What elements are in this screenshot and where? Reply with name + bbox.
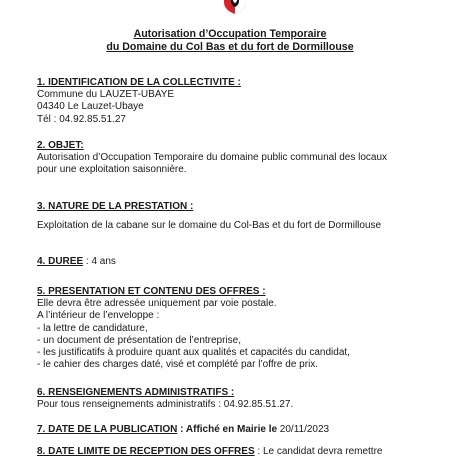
commune-crest-icon [222,0,248,14]
section-identification [37,77,452,126]
section-heading: 6. RENSEIGNEMENTS ADMINISTRATIFS : [37,387,235,398]
section-heading: 4. DUREE [37,256,84,267]
section-heading: 2. OBJET: [37,140,84,151]
section-date-limite [37,446,452,458]
section-nature [37,201,452,232]
presentation-text-line: A l’intérieur de l’enveloppe : [37,310,160,322]
publication-date: 20/11/2023 [277,424,330,435]
document-title-line2: du Domaine du Col Bas et du fort de Dormillouse [106,41,354,53]
presentation-list-item: - les justificatifs à produire quant aux qualités et capacités du candidat, [37,347,350,359]
section-objet [37,140,452,177]
objet-text-line: Autorisation d’Occupation Temporaire du domaine public communal des locaux [37,152,388,164]
section-publication [37,424,452,436]
section-presentation [37,286,452,371]
section-heading: 3. NATURE DE LA PRESTATION : [37,201,194,212]
date-limite-text: : Le candidat devra remettre [254,446,383,457]
presentation-text-line: Elle devra être adressée uniquement par voie postale. [37,298,277,310]
section-heading: 5. PRESENTATION ET CONTENU DES OFFRES : [37,286,266,297]
presentation-list-item: - un document de présentation de l’entreprise, [37,334,242,346]
presentation-list-item: - le cahier des charges daté, visé et complété par l’offre de prix. [37,359,319,371]
section-heading: 8. DATE LIMITE DE RECEPTION DES OFFRES [37,446,255,457]
section-duree [37,256,452,268]
duree-value: : 4 ans [83,256,116,267]
publication-label: : Affiché en Mairie le [177,424,278,435]
commune-name: Commune du LAUZET-UBAYE [37,89,175,101]
presentation-list-item: - la lettre de candidature, [37,322,148,334]
commune-address: 04340 Le Lauzet-Ubaye [37,101,144,113]
section-renseignements [37,387,452,411]
commune-phone: Tél : 04.92.85.51.27 [37,113,126,125]
section-heading: 1. IDENTIFICATION DE LA COLLECTIVITE : [37,77,241,88]
nature-text-line: Exploitation de la cabane sur le domaine du Col-Bas et du fort de Dormillouse [37,220,382,232]
section-heading: 7. DATE DE LA PUBLICATION [37,424,178,435]
renseignements-text-line: Pour tous renseignements administratifs : 04.92.85.51.27. [37,399,294,411]
objet-text-line: pour une exploitation saisonnière. [37,164,187,176]
document-title-line1: Autorisation d’Occupation Temporaire [133,28,327,40]
